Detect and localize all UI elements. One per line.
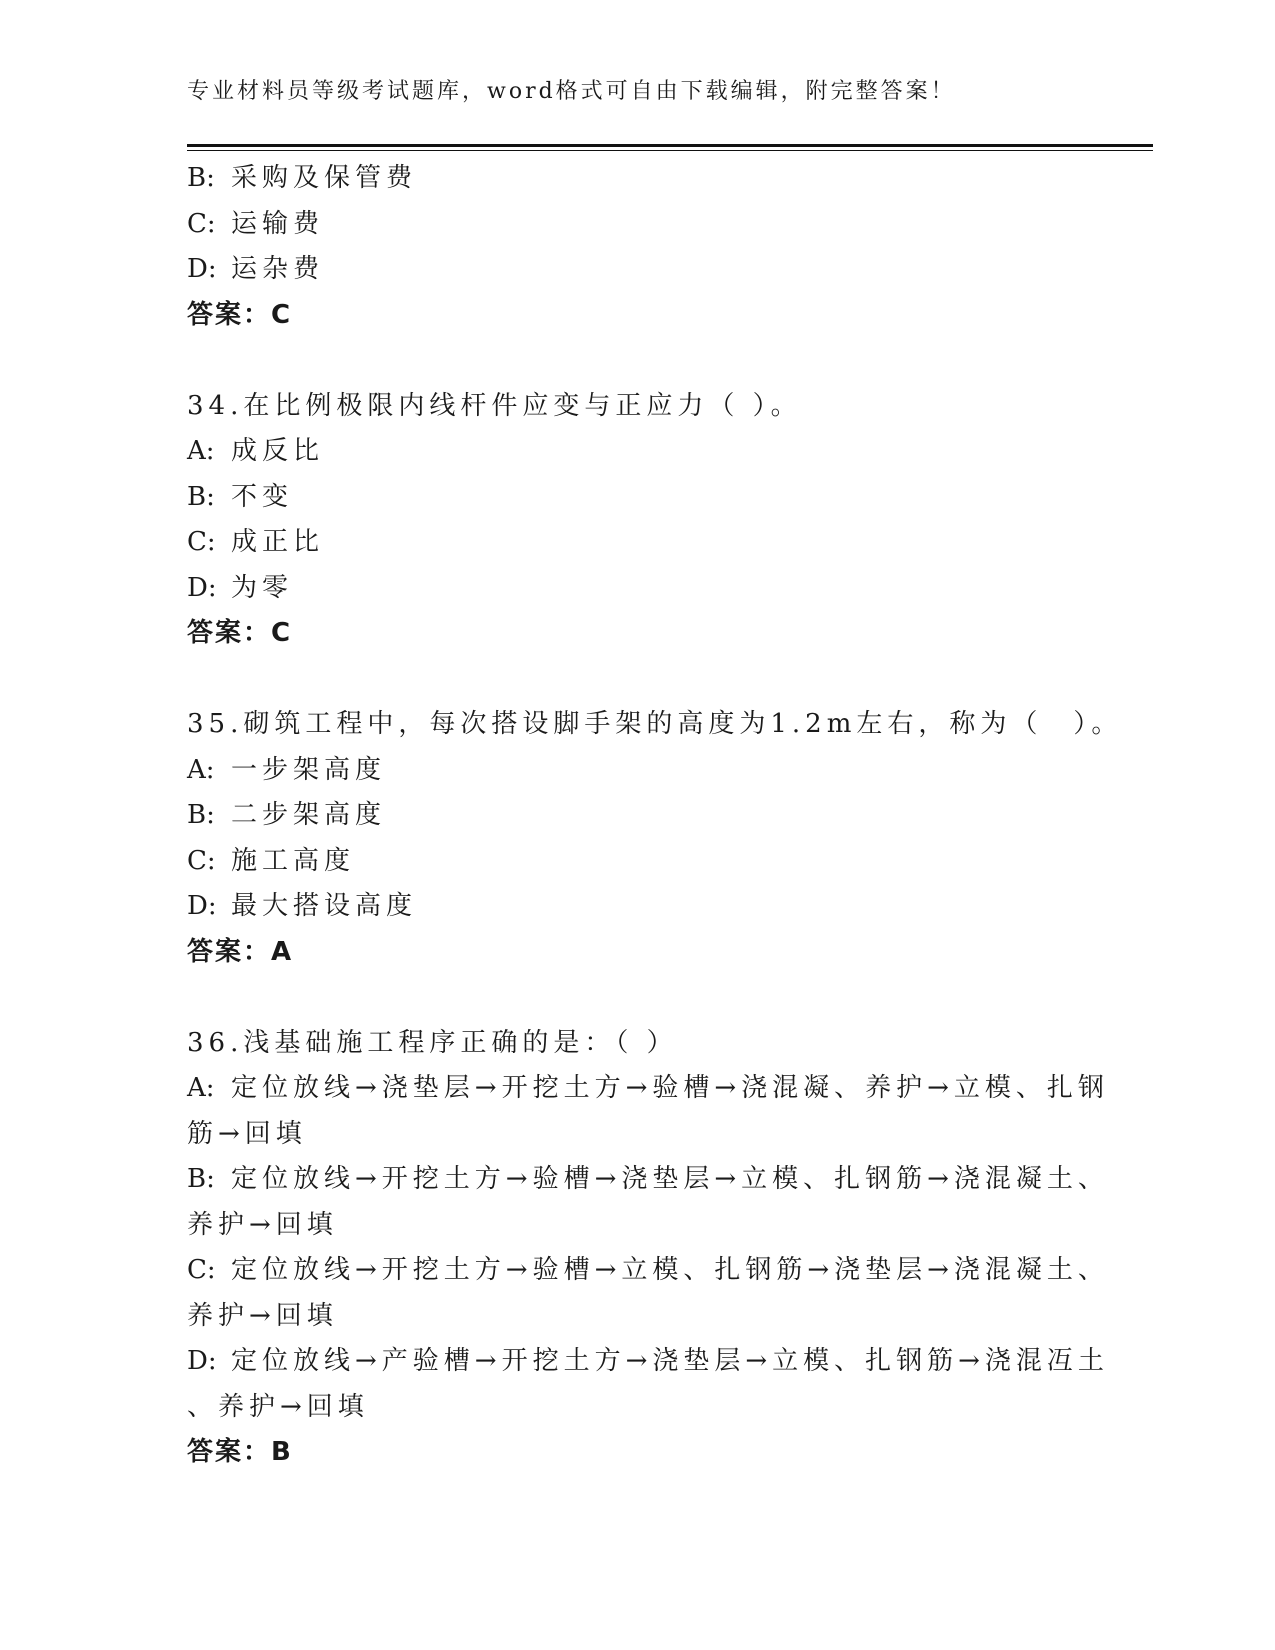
option-b: B: 不变 — [187, 481, 294, 512]
answer: 答案：A — [187, 936, 294, 967]
option-d: D: 最大搭设高度 — [187, 891, 418, 921]
option-d: D: 为零 — [187, 572, 294, 603]
question-text: 35.砌筑工程中，每次搭设脚手架的高度为1.2m左右，称为（ ）。 — [187, 709, 1123, 739]
option-b: B: 采购及保管费 — [187, 163, 418, 193]
answer: 答案：C — [187, 618, 293, 648]
option-b: B: 二步架高度 — [187, 800, 387, 830]
question-text: 34.在比例极限内线杆件应变与正应力（ ）。 — [187, 390, 802, 421]
answer: 答案：C — [187, 299, 293, 330]
option-c: C: 运输费 — [187, 208, 325, 239]
header-rule-thick — [187, 144, 1153, 147]
answer: 答案：B — [187, 1437, 293, 1467]
page-header: 专业材料员等级考试题库，word格式可自由下载编辑，附完整答案！ — [187, 79, 956, 104]
question-35 — [187, 702, 1123, 975]
option-c: C: 成正比 — [187, 527, 325, 557]
header-rule-thin — [187, 150, 1153, 151]
option-a: A: 一步架高度 — [187, 754, 387, 785]
option-a: A: 成反比 — [187, 436, 325, 466]
question-text: 36.浅基础施工程序正确的是：（ ） — [187, 1027, 678, 1058]
option-d: D: 定位放线→产验槽→开挖土方→浇垫层→立模、扎钢筋→浇混冱土 、养护→回填 — [187, 1346, 1109, 1422]
document-body — [187, 156, 1123, 1476]
question-36 — [187, 1021, 1109, 1476]
option-c: C: 施工高度 — [187, 845, 356, 876]
question-33 — [187, 156, 1087, 338]
option-c: C: 定位放线→开挖土方→验槽→立模、扎钢筋→浇垫层→浇混凝土、 养护→回填 — [187, 1255, 1109, 1331]
option-d: D: 运杂费 — [187, 254, 325, 284]
option-b: B: 定位放线→开挖土方→验槽→浇垫层→立模、扎钢筋→浇混凝土、 养护→回填 — [187, 1164, 1109, 1240]
question-34 — [187, 384, 1087, 657]
option-a: A: 定位放线→浇垫层→开挖土方→验槽→浇混凝、养护→立模、扎钢 筋→回填 — [187, 1073, 1109, 1149]
